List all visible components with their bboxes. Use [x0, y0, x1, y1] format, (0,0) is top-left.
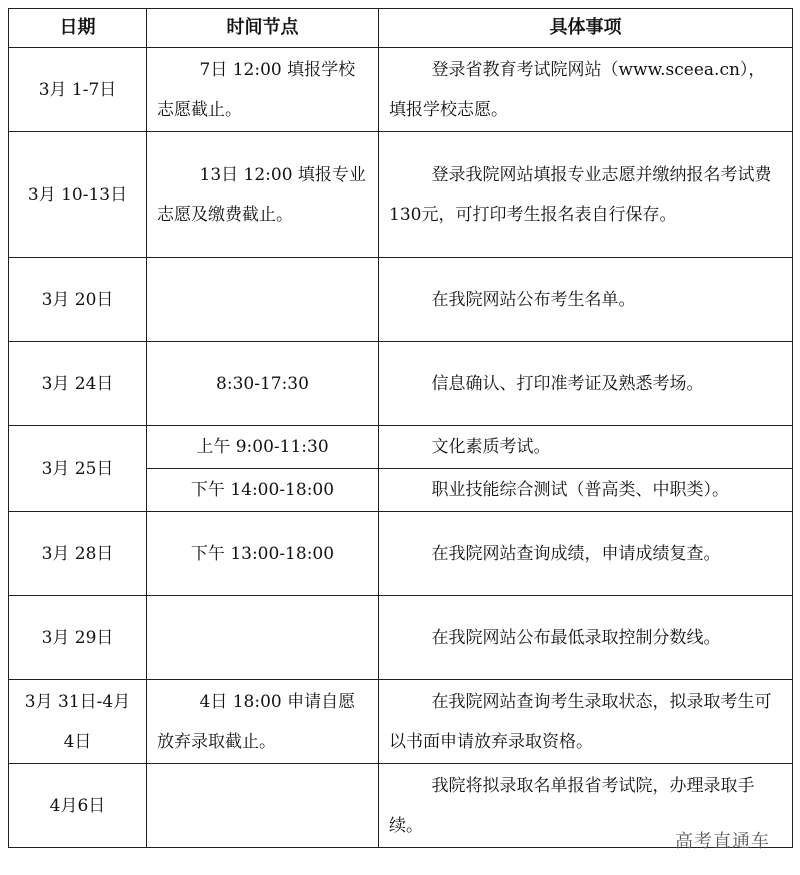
cell-time: 7日 12:00 填报学校志愿截止。	[147, 48, 379, 132]
header-date: 日期	[9, 9, 147, 48]
cell-time	[147, 764, 379, 848]
cell-item: 在我院网站公布考生名单。	[379, 258, 793, 342]
watermark-text: 高考直通车	[675, 831, 770, 852]
cell-item: 文化素质考试。	[379, 426, 793, 469]
cell-time	[147, 596, 379, 680]
table-row	[9, 680, 793, 764]
table-row	[9, 258, 793, 342]
table-row	[9, 512, 793, 596]
table-header-row	[9, 9, 793, 48]
cell-time: 13日 12:00 填报专业志愿及缴费截止。	[147, 132, 379, 258]
table-row	[9, 596, 793, 680]
cell-item: 信息确认、打印准考证及熟悉考场。	[379, 342, 793, 426]
header-details: 具体事项	[379, 9, 793, 48]
cell-date: 3月 25日	[9, 426, 147, 512]
cell-time: 8:30-17:30	[147, 342, 379, 426]
table-row	[9, 48, 793, 132]
cell-item: 登录省教育考试院网站（www.sceea.cn），填报学校志愿。	[379, 48, 793, 132]
cell-time: 4日 18:00 申请自愿放弃录取截止。	[147, 680, 379, 764]
cell-date: 3月 20日	[9, 258, 147, 342]
table-row	[9, 132, 793, 258]
cell-date: 3月 1-7日	[9, 48, 147, 132]
cell-time: 下午 14:00-18:00	[147, 469, 379, 512]
cell-time	[147, 258, 379, 342]
cell-date: 3月 10-13日	[9, 132, 147, 258]
cell-date: 4月6日	[9, 764, 147, 848]
cell-item: 职业技能综合测试（普高类、中职类）。	[379, 469, 793, 512]
cell-time: 上午 9:00-11:30	[147, 426, 379, 469]
table-row	[9, 342, 793, 426]
cell-date: 3月 28日	[9, 512, 147, 596]
cell-date: 3月 24日	[9, 342, 147, 426]
cell-item: 在我院网站公布最低录取控制分数线。	[379, 596, 793, 680]
cell-date: 3月 29日	[9, 596, 147, 680]
cell-date: 3月 31日-4月 4日	[9, 680, 147, 764]
cell-item: 登录我院网站填报专业志愿并缴纳报名考试费 130元，可打印考生报名表自行保存。	[379, 132, 793, 258]
table-row	[9, 426, 793, 469]
cell-time: 下午 13:00-18:00	[147, 512, 379, 596]
cell-item: 在我院网站查询考生录取状态，拟录取考生可以书面申请放弃录取资格。	[379, 680, 793, 764]
cell-item: 我院将拟录取名单报省考试院，办理录取手续。	[379, 764, 793, 848]
header-time-node: 时间节点	[147, 9, 379, 48]
admission-schedule-table	[8, 8, 793, 848]
cell-item: 在我院网站查询成绩，申请成绩复查。	[379, 512, 793, 596]
